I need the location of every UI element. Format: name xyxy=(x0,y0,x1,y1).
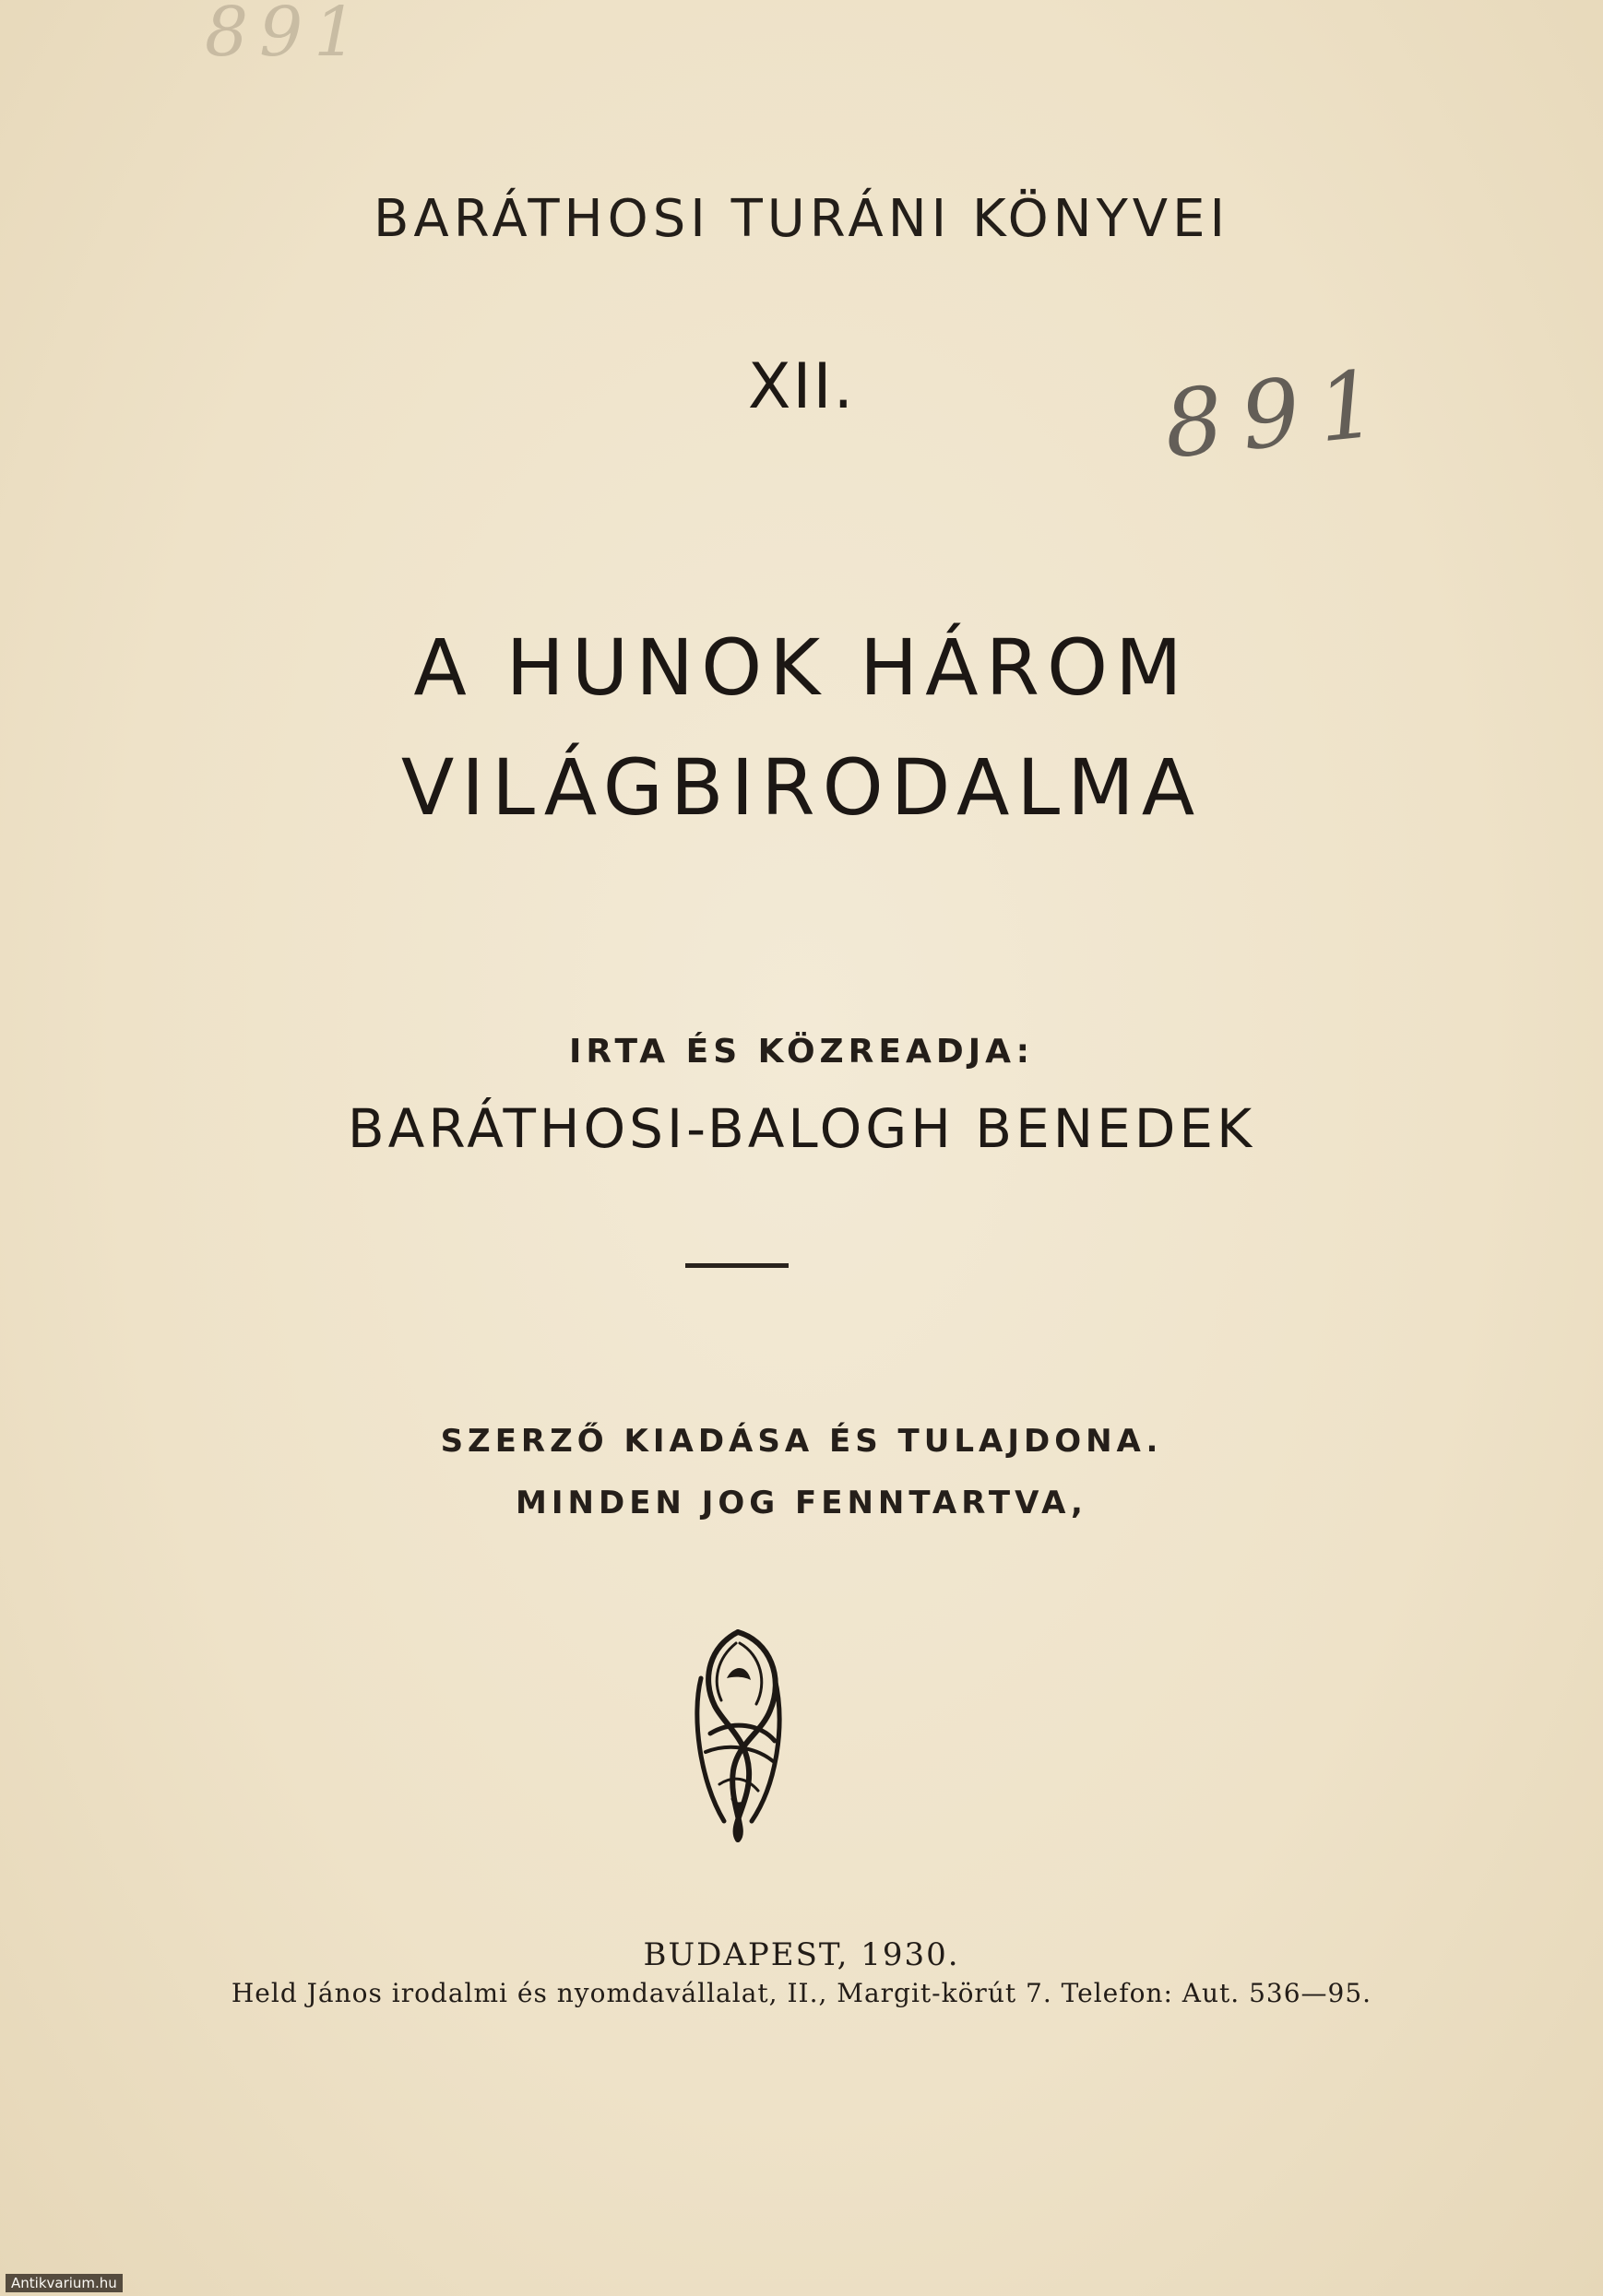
series-title: BARÁTHOSI TURÁNI KÖNYVEI xyxy=(374,189,1229,249)
author-name: BARÁTHOSI-BALOGH BENEDEK xyxy=(347,1097,1256,1160)
volume-number: XII. xyxy=(747,350,856,423)
watermark-label: Antikvarium.hu xyxy=(6,2274,123,2292)
imprint-place-date: BUDAPEST, 1930. xyxy=(643,1936,960,1973)
divider-rule xyxy=(685,1263,789,1268)
book-title-line-1: A HUNOK HÁROM xyxy=(413,622,1190,713)
book-title-line-2: VILÁGBIRODALMA xyxy=(400,742,1203,833)
byline-label: IRTA ÉS KÖZREADJA: xyxy=(568,1033,1035,1071)
publisher-emblem-icon xyxy=(683,1623,793,1844)
rights-line-1: SZERZŐ KIADÁSA ÉS TULAJDONA. xyxy=(440,1423,1163,1460)
imprint-printer: Held János irodalmi és nyomdavállalat, II., Margit-körút 7. Telefon: Aut. 536—95. xyxy=(231,1978,1372,2008)
rights-line-2: MINDEN JOG FENNTARTVA, xyxy=(516,1485,1087,1521)
handwritten-shelf-mark: 891 xyxy=(1158,348,1401,479)
faded-pencil-note: 891 xyxy=(205,0,369,72)
